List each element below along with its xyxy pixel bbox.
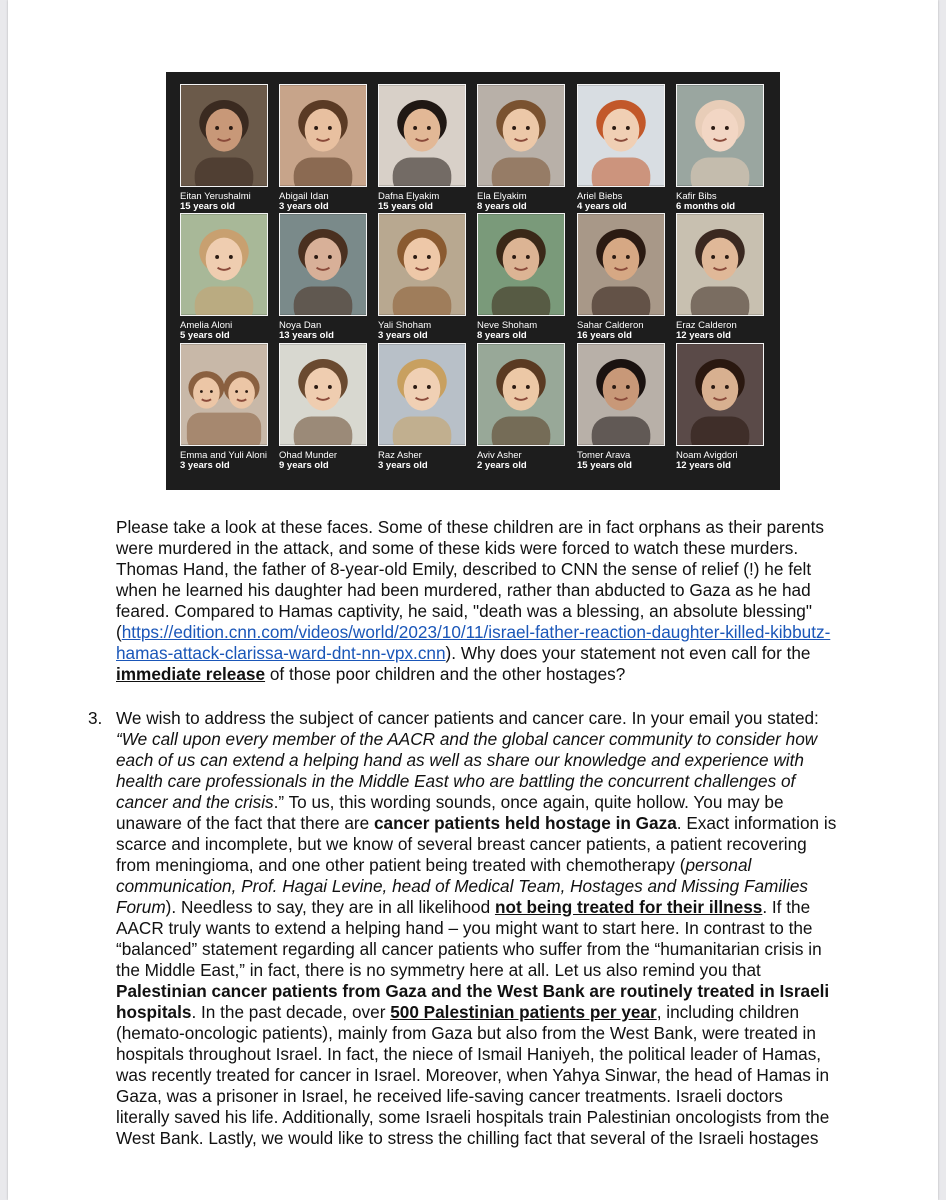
bold-emphasis: Palestinian cancer patients from Gaza and the West Bank are routinely treated in Israeli xyxy=(116,981,830,1001)
child-portrait-icon xyxy=(478,85,564,186)
text-line xyxy=(116,664,830,685)
child-photo xyxy=(279,343,367,446)
text-line xyxy=(116,981,836,1002)
child-age-caption: 2 years old xyxy=(477,460,527,471)
child-photo xyxy=(378,84,466,187)
child-name-caption: Tomer Arava xyxy=(577,450,631,461)
document-page xyxy=(8,0,938,1200)
child-name-caption: Eraz Calderon xyxy=(676,320,737,331)
text-segment: .” To us, this wording sounds, once again, quite hollow. You may be xyxy=(273,792,784,812)
child-portrait-icon xyxy=(478,214,564,315)
paragraph-faces xyxy=(116,517,830,685)
child-name-caption: Raz Asher xyxy=(378,450,422,461)
child-portrait-icon xyxy=(578,214,664,315)
child-age-caption: 5 years old xyxy=(180,330,230,341)
child-photo xyxy=(279,84,367,187)
child-portrait-icon xyxy=(379,214,465,315)
quote-line xyxy=(116,771,836,792)
child-photo xyxy=(577,213,665,316)
child-portrait-icon xyxy=(181,214,267,315)
list-item-number: 3. xyxy=(88,708,103,728)
italic-citation: communication, Prof. Hagai Levine, head of Medical Team, Hostages and Missing Families xyxy=(116,876,808,896)
text-line xyxy=(116,855,836,876)
text-line: hospitals throughout Israel. In fact, the niece of Ismail Haniyeh, the political leader of Hamas, xyxy=(116,1044,822,1064)
quote-line xyxy=(116,750,836,771)
immediate-release-emphasis: immediate release xyxy=(116,664,266,684)
child-age-caption: 3 years old xyxy=(180,460,230,471)
cnn-link[interactable]: https://edition.cnn.com/videos/world/2023/10/11/israel-father-reaction-daughter-killed-kibbutz- xyxy=(121,622,831,642)
text-line: AACR truly wants to extend a helping hand – you might want to start here. In contrast to the xyxy=(116,918,813,938)
child-age-caption: 12 years old xyxy=(676,460,731,471)
child-portrait-icon xyxy=(280,344,366,445)
child-portrait-icon xyxy=(578,344,664,445)
child-name-caption: Emma and Yuli Aloni xyxy=(180,450,267,461)
child-photo xyxy=(676,84,764,187)
child-photo xyxy=(477,343,565,446)
child-name-caption: Aviv Asher xyxy=(477,450,522,461)
text-line: West Bank. Lastly, we would like to stress the chilling fact that several of the Israeli hostages xyxy=(116,1128,819,1148)
italic-citation: Forum xyxy=(116,897,166,917)
text-line xyxy=(116,813,836,834)
text-line: scarce and incomplete, but we know of several breast cancer patients, a patient recovering xyxy=(116,834,807,854)
child-age-caption: 3 years old xyxy=(279,201,329,212)
child-age-caption: 15 years old xyxy=(180,201,235,212)
text-line: were murdered in the attack, and some of these kids were forced to watch these murders. xyxy=(116,538,799,558)
bold-underline-emphasis: not being treated for their illness xyxy=(494,897,763,917)
child-age-caption: 15 years old xyxy=(378,201,433,212)
text-line xyxy=(116,643,830,664)
child-photo xyxy=(477,213,565,316)
child-name-caption: Eitan Yerushalmi xyxy=(180,191,251,202)
quote-text: “We call upon every member of the AACR and the global cancer community to consider how xyxy=(116,729,818,749)
text-segment: from meningioma, and one other patient being treated with chemotherapy ( xyxy=(116,855,686,875)
child-age-caption: 9 years old xyxy=(279,460,329,471)
bold-emphasis: hospitals xyxy=(116,1002,192,1022)
link-paren: ( xyxy=(116,622,122,642)
child-portrait-icon xyxy=(280,85,366,186)
child-portrait-icon xyxy=(379,344,465,445)
child-photo xyxy=(676,213,764,316)
text-segment: . Exact information is xyxy=(676,813,837,833)
text-line: (hemato-oncologic patients), mainly from Gaza but also from the West Bank, were treated in xyxy=(116,1023,816,1043)
child-portrait-icon xyxy=(379,85,465,186)
child-age-caption: 3 years old xyxy=(378,330,428,341)
release-rest-text: of those poor children and the other hostages? xyxy=(265,664,626,684)
text-line: Please take a look at these faces. Some of these children are in fact orphans as their parents xyxy=(116,517,824,537)
text-line xyxy=(116,876,836,897)
child-name-caption: Sahar Calderon xyxy=(577,320,644,331)
child-name-caption: Ariel Biebs xyxy=(577,191,623,202)
text-line: We wish to address the subject of cancer patients and cancer care. In your email you stated: xyxy=(116,708,819,728)
child-photo xyxy=(279,213,367,316)
child-portrait-icon xyxy=(677,344,763,445)
child-age-caption: 3 years old xyxy=(378,460,428,471)
text-line: Gaza, was a prisoner in Israel, he received life-saving cancer treatments. Israeli doctors xyxy=(116,1086,783,1106)
child-name-caption: Noya Dan xyxy=(279,320,322,331)
child-name-caption: Dafna Elyakim xyxy=(378,191,440,202)
child-name-caption: Kafir Bibs xyxy=(676,191,717,202)
italic-citation: personal xyxy=(685,855,752,875)
text-line: feared. Compared to Hamas captivity, he said, "death was a blessing, an absolute blessing" xyxy=(116,601,812,621)
child-portrait-icon xyxy=(280,214,366,315)
child-age-caption: 15 years old xyxy=(577,460,632,471)
cnn-link-continued[interactable]: hamas-attack-clarissa-ward-dnt-nn-vpx.cnn xyxy=(116,643,446,663)
hostage-children-photo-grid xyxy=(166,72,780,490)
child-photo xyxy=(378,213,466,316)
child-age-caption: 13 years old xyxy=(279,330,334,341)
quote-text: cancer and the crisis xyxy=(116,792,274,812)
child-name-caption: Noam Avigdori xyxy=(676,450,738,461)
child-photo xyxy=(577,343,665,446)
child-age-caption: 8 years old xyxy=(477,201,527,212)
text-line xyxy=(116,1002,836,1023)
text-segment: , including children xyxy=(656,1002,800,1022)
bold-underline-emphasis: 500 Palestinian patients per year xyxy=(390,1002,657,1022)
child-portrait-icon xyxy=(181,344,267,445)
text-line: when he learned his daughter had been murdered, rather than abducted to Gaza as he had xyxy=(116,580,811,600)
child-portrait-icon xyxy=(181,85,267,186)
text-line xyxy=(116,622,830,643)
text-segment: . If the xyxy=(762,897,811,917)
child-portrait-icon xyxy=(478,344,564,445)
text-line: “balanced” statement regarding all cancer patients who suffer from the “humanitarian crisis in xyxy=(116,939,822,959)
child-photo xyxy=(676,343,764,446)
quote-line xyxy=(116,729,836,750)
text-line: the Middle East,” in fact, there is no symmetry here at all. Let us also remind you that xyxy=(116,960,761,980)
bold-emphasis: cancer patients held hostage in Gaza xyxy=(373,813,677,833)
child-name-caption: Amelia Aloni xyxy=(180,320,233,331)
child-name-caption: Yali Shoham xyxy=(378,320,432,331)
child-age-caption: 8 years old xyxy=(477,330,527,341)
text-segment: ). Needless to say, they are in all likelihood xyxy=(165,897,495,917)
paragraph-cancer-patients xyxy=(116,708,836,1149)
child-age-caption: 6 months old xyxy=(676,201,736,212)
child-photo xyxy=(577,84,665,187)
child-name-caption: Abigail Idan xyxy=(279,191,329,202)
child-photo xyxy=(477,84,565,187)
child-photo xyxy=(378,343,466,446)
quote-text: each of us can extend a helping hand as well as share our knowledge and experience with xyxy=(116,750,804,770)
text-segment: unaware of the fact that there are xyxy=(116,813,374,833)
text-line: was recently treated for cancer in Israel. Moreover, when Yahya Sinwar, the head of Hamas in xyxy=(116,1065,830,1085)
text-line xyxy=(116,897,836,918)
quote-text: health care professionals in the Middle East who are battling the concurrent challenges of xyxy=(116,771,796,791)
text-line: Thomas Hand, the father of 8-year-old Emily, described to CNN the sense of relief (!) he felt xyxy=(116,559,812,579)
child-age-caption: 4 years old xyxy=(577,201,627,212)
child-age-caption: 12 years old xyxy=(676,330,731,341)
child-photo xyxy=(180,84,268,187)
quote-line xyxy=(116,792,836,813)
child-portrait-icon xyxy=(677,214,763,315)
child-photo xyxy=(180,213,268,316)
after-link-text: ). Why does your statement not even call for the xyxy=(445,643,811,663)
child-name-caption: Neve Shoham xyxy=(477,320,538,331)
child-name-caption: Ela Elyakim xyxy=(477,191,527,202)
child-portrait-icon xyxy=(578,85,664,186)
child-name-caption: Ohad Munder xyxy=(279,450,338,461)
text-segment: . In the past decade, over xyxy=(191,1002,391,1022)
child-age-caption: 16 years old xyxy=(577,330,632,341)
child-photo xyxy=(180,343,268,446)
child-portrait-icon xyxy=(677,85,763,186)
text-line: literally saved his life. Additionally, some Israeli hospitals train Palestinian oncologists from the xyxy=(116,1107,830,1127)
